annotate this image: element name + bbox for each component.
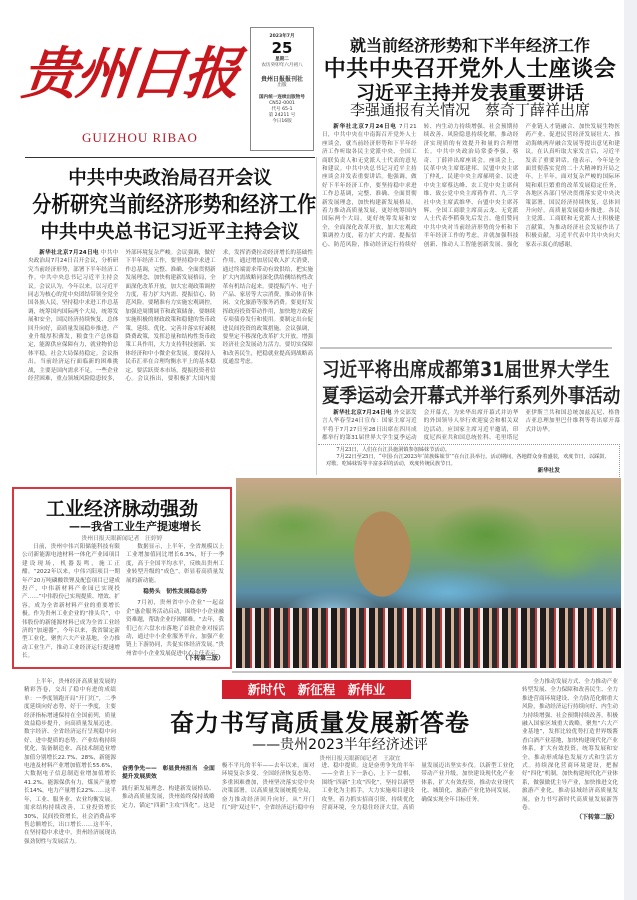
lead-dateline: 新华社北京7月24日电 (333, 124, 397, 130)
politburo-kicker: 中共中央政治局召开会议 (68, 168, 272, 189)
universiade-headline-line2: 夏季运动会开幕式并举行系列外事活动 (322, 384, 621, 407)
photo-credit: 新华社发 (480, 467, 560, 475)
review-jump-link[interactable]: （下转第二版） (575, 813, 618, 821)
industry-body-col2 (126, 543, 224, 657)
newspaper-logo-english: GUIZHOU RIBAO (82, 130, 198, 145)
caption-line-1: 7月23日，人们在台江县施洞镇参加姊妹节活动。 (336, 447, 451, 453)
industry-section-head: 稳势头 韧性发展稳态势 (143, 589, 207, 596)
issue-day: 25 (271, 39, 293, 57)
issue-lunar-date: 农历癸卯年六月初八 (261, 63, 303, 68)
issue-info-box (250, 27, 314, 151)
page-count: 今日16版 (272, 119, 292, 124)
politburo-subhead: 中共中央总书记习近平主持会议 (40, 222, 300, 243)
masthead-rule (25, 157, 315, 158)
festival-photo (236, 478, 621, 668)
review-left-column (24, 678, 116, 883)
publisher: 贵州日报报刊社 (260, 76, 303, 83)
page-edge (624, 0, 637, 900)
politburo-body-text: 中共中央政治局7月24日召开会议，分析研究当前经济形势，部署下半年经济工作。中共中央总书记习近平主持会议。会议认为，今年以来，以习近平同志为核心的党中央团结带领全党全国各族人民，坚持稳中求进工作总基调，统筹国内国际两个大局，统筹发展和安全，国民经济持续恢复、总体回升向好，高质量发展稳步推进。产业升级厚积薄发，粮食生产总体稳定，能源供应保障有力，就业物价总体平稳，社会大局保持稳定。会议指出，当前经济运行面临新的困难挑战，主要是国内需求不足，一些企业经营困难，重点领域风险隐患较多，外部环境复杂严峻。会议强调，做好下半年经济工作，要坚持稳中求进工作总基调，完整、准确、全面贯彻新发展理念，加快构建新发展格局，全面深化改革开放，加大宏观政策调控力度，着力扩大内需、提振信心、防范风险。要精准有力实施宏观调控，加强逆周期调节和政策储备。要继续实施积极的财政政策和稳健的货币政策，延续、优化、完善并落实好减税降费政策，发挥总量和结构性货币政策工具作用，大力支持科技创新、实体经济和中小微企业发展。要保持人民币汇率在合理均衡水平上的基本稳定。要活跃资本市场，提振投资者信心。会议指出，要积极扩大国内需求，发挥消费拉动经济增长的基础性作用，通过增加居民收入扩大消费，通过终端需求带动有效供给，把实施扩大内需战略同深化供给侧结构性改革有机结合起来。要提振汽车、电子产品、家居等大宗消费，推动体育休闲、文化旅游等服务消费。要更好发挥政府投资带动作用，加快地方政府专项债券发行和使用。要制定出台促进民间投资的政策措施。会议强调，要坚定不移深化改革扩大开放，增强经济社会发展动力活力。要切实保障和改善民生，把稳就业提高到战略高度通盘考虑。 (28, 250, 313, 383)
universiade-headline-line1: 习近平将出席成都第31届世界大学生 (322, 358, 610, 381)
lead-subhead-2: 李强通报有关情况 蔡奇丁薛祥出席 (349, 101, 590, 119)
industry-byline: 贵州日报天眼新闻记者 汪婷婷 (81, 536, 163, 542)
section-divider-bottom (232, 671, 612, 673)
lead-body-text: 7月21日，中共中央在中南海召开党外人士座谈会，就当前经济形势和下半年经济工作听取各民主党派中央、全国工商联负责人和无党派人士代表的意见和建议。中共中央总书记习近平主持座谈会并发表重要讲话。他强调，做好下半年经济工作，要坚持稳中求进工作总基调，完整、准确、全面贯彻新发展理念，加快构建新发展格局，着力推动高质量发展，更好统筹国内国际两个大局，更好统筹发展和安全，全面深化改革开放，加大宏观政策调控力度，着力扩大内需、提振信心、防范风险，推动经济运行持续好转、内生动力持续增强、社会预期持续改善、风险隐患持续化解，推动经济实现质的有效提升和量的合理增长。中共中央政治局常委李强、蔡奇、丁薛祥出席座谈会。座谈会上，民革中央主席郑建邦、民盟中央主席丁仲礼、民建中央主席郝明金、民进中央主席蔡达峰、农工党中央主席何维、致公党中央主席蒋作君、九三学社中央主席武维华、台盟中央主席苏辉、全国工商联主席高云龙、无党派人士代表李稻葵先后发言。他们赞同中共中央对当前经济形势的分析和下半年经济工作的考虑，并就加强科技创新、推动人工智能创新发展、强化产业链人才链融合、加快发展生物医药产业、促进民营经济发展壮大、推动海峡两岸融合发展等提出意见和建议。在认真听取大家发言后，习近平发表了重要讲话。他表示，今年是全面贯彻落实党的二十大精神的开局之年。上半年，面对复杂严峻的国际环境和艰巨繁重的改革发展稳定任务，各地区各部门坚决贯彻落实党中央决策部署，国民经济持续恢复、总体回升向好，高质量发展稳步推进。各民主党派、工商联和无党派人士积极建言献策，为推动经济社会发展作出了积极贡献，习近平代表中共中央向大家表示衷心的感谢。 (322, 124, 620, 248)
universiade-body-text: 外交部发言人华春莹24日宣布：国家主席习近平将于7月27日至28日出席在四川成都举行的第31届世界大学生夏季运动会开幕式，为来华出席开幕式并访华的外国领导人举行欢迎宴会和相关双边活动。应国家主席习近平邀请，印度尼西亚共和国总统佐科、毛里塔尼亚伊斯兰共和国总统加兹瓦尼、格鲁吉亚总理加里巴什维利等将出席开幕式并访华。 (322, 410, 620, 442)
review-left-text: 上半年，贵州经济高质量发展的精彩答卷，交出了稳中有进的成绩单：一季度领跑开局“开门红”，二季度延续向好态势，好于一季度，主要经济指标增速保持在全国前列，质量效益稳步提升，向高质量发展迈进。数字经济、全省经济运行呈现稳中向好、进中提质的态势。产业结构持续优化，装备制造业、高技术制造业增加值分别增长22.7%、28%，新能源电池及材料产业增加值增长55.6%，大数据电子信息制造业增加值增长41.2%。能源保供有力，煤炭产量增长14%，电力产量增长22%……这半年，工业、服务业、农业均衡发展。需求结构持续改善，工业投资增长30%，民间投资增长，社会消费品零售总额增长，出口增长……这半年，在坚持稳中求进中，贵州经济展现出强劲韧性与发展活力。 (24, 679, 116, 845)
industry-body-text-2: 数据显示，上半年，全省规模以上工业增加值同比增长6.3%，好于一季度，高于全国平均水平，反映出贵州工业转型升级的“成色”，彰显着高质量发展的新动能。 (126, 544, 224, 584)
photo-caption (318, 444, 620, 477)
caption-line-2: 7月22日至25日，“中国·台江2023年‘苗族姊妹节’”在台江县举行。活动期间，各地群众身着盛装，欢度节日，以踩鼓、对歌、吃姊妹饭等丰富多彩的活动，欢度传统民族节日。 (326, 454, 610, 467)
politburo-article-body (28, 249, 313, 475)
issue-weekday: 星期二 (275, 57, 289, 62)
lead-article-body (322, 123, 620, 343)
lead-kicker: 就当前经济形势和下半年经济工作 (349, 36, 590, 55)
review-section-head: 奋勇争先—— 彰显贵州担当 全面提升发展质效 (122, 766, 215, 781)
lead-headline: 中共中央召开党外人士座谈会 (323, 57, 617, 82)
cn-number: CN52-0001 (269, 101, 295, 106)
review-right-column (522, 678, 618, 888)
issue-year-month: 2023年7月 (269, 34, 295, 39)
universiade-dateline: 新华社北京7月24日电 (333, 410, 392, 416)
politburo-dateline: 新华社北京7月24日电 (39, 250, 99, 256)
review-headline: 奋力书写高质量发展新答卷 (170, 709, 470, 737)
newspaper-logo: 贵州日报 (18, 41, 242, 107)
publish-label: 出版 (277, 83, 287, 88)
industry-body-col1 (22, 543, 120, 661)
lead-subhead: 习近平主持并发表重要讲话 (355, 82, 584, 104)
review-main-columns (122, 762, 514, 884)
industry-headline: 工业经济脉动强劲 (45, 498, 198, 520)
crowd-image (236, 608, 621, 668)
politburo-headline: 分析研究当前经济形势和经济工作 (32, 193, 317, 218)
review-body-text: 践行新发展理念、构建新发展格局、推动高质量发展，贵州始终保持战略定力，锚定“四新”主攻“四化”。这是极不平凡的半年——去年以来，面对环境复杂多变、全国经济恢复态势、多重困难叠加，贵州坚决落实党中央决策部署，以高质量发展统揽全局，奋力推动经济回升向好。从“开门红”到“双过半”，全省经济运行稳中有进、稳中提质。这是奋勇争先的半年——全省上下一条心，上下一盘棋，围绕“四新”主攻“四化”，坚持以新型工业化为主抓手，大力实施项目建设攻坚，着力抓实招商引资，持续优化营商环境，全力稳住经济大盘，高质量发展迈出坚实步伐。以新型工业化带动产业升级，加快建设现代化产业体系，扩大有效投资，推动农业现代化、城镇化、旅游产业化协同发展，确保实现全年目标任务。 (122, 763, 514, 812)
review-byline: 贵州日报天眼新闻记者 王淑宜 (319, 756, 401, 762)
postal-code: 代号 65-1 (271, 107, 293, 112)
industry-body-text-3: 7月初，贵州省中小企业“一起益企”惠企服务活动启动，围绕中小企业融资难题，帮助企业纾困解难。“去年，我们已在六盘水市落地了首批企业对接活动，通过中小企业服务平台，加强产业链上下游协同，共促实体经济发展。”贵州省中小企业发展促进中心主任表示。 (126, 600, 224, 657)
review-subhead: ——贵州2023半年经济述评 (252, 737, 428, 753)
industry-body-text-1: 日前，贵州中伟兴阳储能科技有限公司新能源电池材料一体化产业园项目建设现场，机器轰鸣，施工正酣。“2022年以来，中伟兴阳项目一期年产20万吨磷酸铁锂及配套项目已建成投产，中伟新材料产业园已实现投产……”中伟股份已实现提质、增效、扩容，成为全省新材料产业的重要增长极。作为贵州工业企业的“排头兵”，中伟股份的新能源材料已成为全省工业经济的“加速器”。今年以来，我省锚定新型工业化，聚焦六大产业基地，全力推动工业生产，推动工业经济运行提速增长。 (22, 544, 120, 660)
review-right-text: 全力推动发展方式、全力推动产业转型发展、全力保障和改善民生、全力推进营商环境建设、全力防范化解重大风险，推动经济运行持续向好、内生动力持续增强、社会预期持续改善。积极融入国家区域重大战略，聚焦“六大产业基地”，发挥比较优势打造世界级酱香白酒产业基地，加快构建现代化产业体系，扩大有效投资，统筹发展和安全，推动形成绿色发展方式和生活方式。持续深化营商环境建设，把握好“四化”机制，加快构建现代化产业体系，做强做优主导产业，加快推进文化旅游产业化，推动县域经济高质量发展，奋力书写新时代高质量发展新答卷。 (522, 679, 618, 812)
issue-number: 第 24211 号 (268, 113, 296, 118)
serial-label: 国内统一连续出版物号 (259, 95, 305, 100)
universiade-article-body (322, 409, 620, 443)
industry-jump-link[interactable]: （下转第三版） (181, 655, 224, 662)
series-banner: 新时代 新征程 新伟业 (222, 680, 411, 699)
industry-subhead: ——我省工业生产提速增长 (69, 520, 201, 533)
section-divider (320, 347, 612, 349)
